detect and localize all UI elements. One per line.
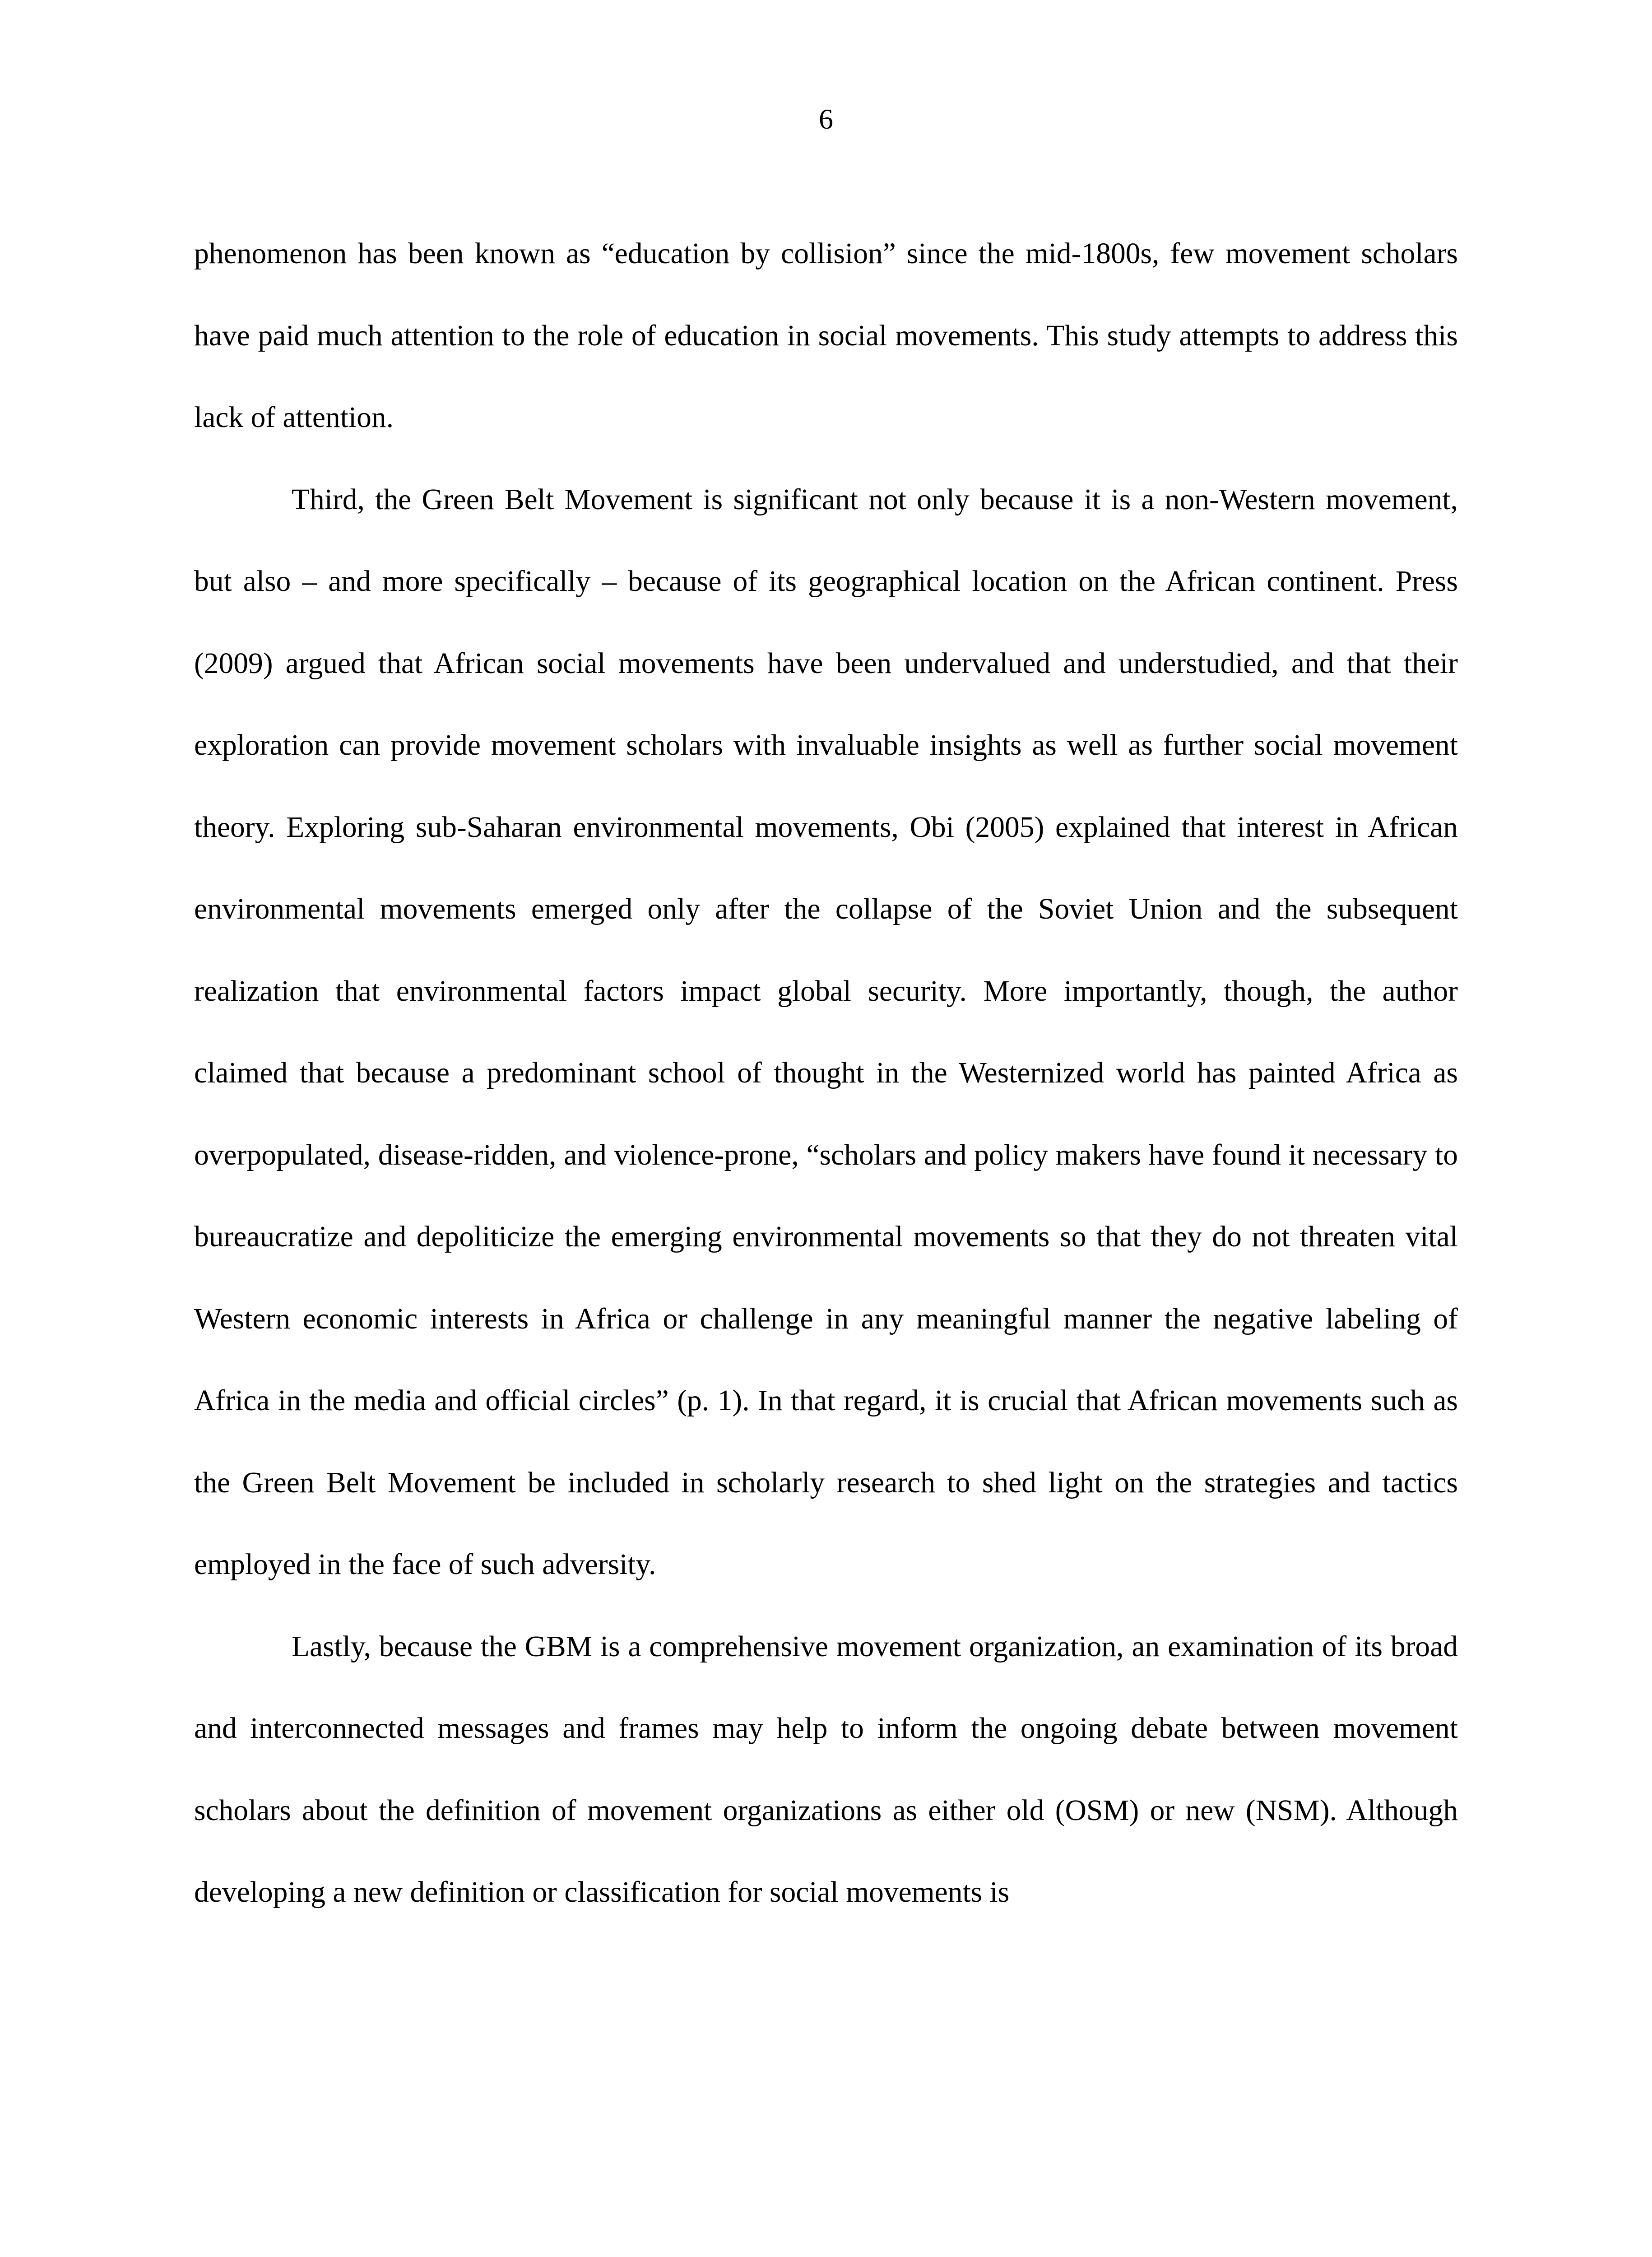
paragraph-african-movements: Third, the Green Belt Movement is significant not only because it is a non-Western movement, but also – and more specifically – because of its geographical location on the African continent. Press (2009) argued that African social movements have been undervalued and understudied, and that their exploration can provide movement scholars with invaluable insights as well as further social movement theory. Exploring sub-Saharan environmental movements, Obi (2005) explained that interest in African environmental movements emerged only after the collapse of the Soviet Union and the subsequent realization that environmental factors impact global security. More importantly, though, the author claimed that because a predominant school of thought in the Westernized world has painted Africa as overpopulated, disease-ridden, and violence-prone, “scholars and policy makers have found it necessary to bureaucratize and depoliticize the emerging environmental movements so that they do not threaten vital Western economic interests in Africa or challenge in any meaningful manner the negative labeling of Africa in the media and official circles” (p. 1). In that regard, it is crucial that African movements such as the Green Belt Movement be included in scholarly research to shed light on the strategies and tactics employed in the face of such adversity.	[194, 483, 1458, 1581]
paragraph-osm-nsm-debate: Lastly, because the GBM is a comprehensive movement organization, an examination of its broad and interconnected messages and frames may help to inform the ongoing debate between movement scholars about the definition of movement organizations as either old (OSM) or new (NSM). Although developing a new definition or classification for social movements is	[194, 1630, 1458, 1909]
body-text	[194, 213, 1458, 1934]
paragraph-education-by-collision: phenomenon has been known as “education by collision” since the mid-1800s, few movement scholars have paid much attention to the role of education in social movements. This study attempts to address this lack of attention.	[194, 237, 1458, 434]
page-number: 6	[819, 103, 833, 135]
